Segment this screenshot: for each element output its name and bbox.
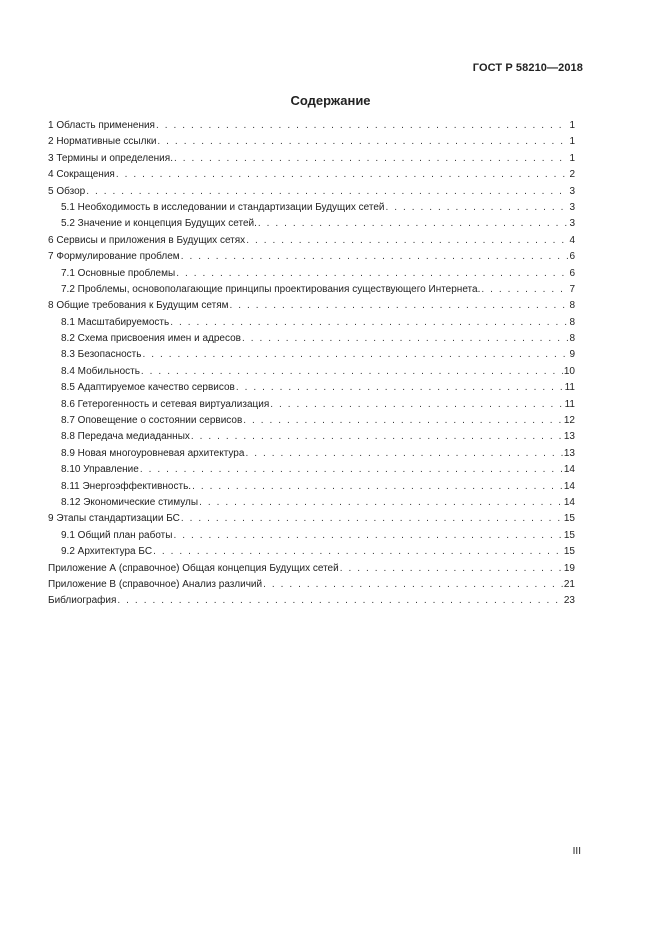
toc-entry-label: 5 Обзор <box>48 185 86 197</box>
dot-leader <box>258 216 569 232</box>
toc-entry-label: 1 Область применения <box>48 120 155 131</box>
dot-leader <box>174 151 568 167</box>
toc-entry-page: 15 <box>563 513 575 525</box>
dot-leader <box>481 282 568 298</box>
toc-entry-page: 21 <box>563 578 575 590</box>
toc-entry[interactable] <box>48 397 575 413</box>
toc-entry-page: 13 <box>563 431 575 443</box>
dot-leader <box>340 561 563 577</box>
toc-entry[interactable] <box>48 315 575 331</box>
dot-leader <box>176 266 568 282</box>
toc-entry-label: 8.3 Безопасность <box>61 349 142 361</box>
dot-leader <box>192 479 563 495</box>
toc-entry-page: 1 <box>569 120 575 131</box>
dot-leader <box>243 413 563 429</box>
toc-entry-page: 15 <box>563 546 575 558</box>
toc-entry-page: 2 <box>569 169 575 181</box>
toc-entry-label: 8.2 Схема присвоения имен и адресов <box>61 333 241 345</box>
toc-entry-label: 9.2 Архитектура БС <box>61 546 153 558</box>
dot-leader <box>230 298 569 314</box>
dot-leader <box>270 397 563 413</box>
toc-entry-page: 12 <box>563 415 575 427</box>
toc-entry[interactable] <box>48 233 575 249</box>
toc-entry-page: 3 <box>569 201 575 213</box>
toc-entry-label: 2 Нормативные ссылки <box>48 136 157 148</box>
toc-entry[interactable] <box>48 200 575 216</box>
toc-entry-page: 1 <box>569 136 575 148</box>
toc-entry-page: 9 <box>569 349 575 361</box>
toc-entry-label: 6 Сервисы и приложения в Будущих сетях <box>48 234 246 246</box>
toc-entry[interactable] <box>48 380 575 396</box>
toc-entry-page: 6 <box>569 251 575 263</box>
dot-leader <box>141 364 563 380</box>
toc-entry-page: 8 <box>569 316 575 328</box>
toc-entry-label: 8.4 Мобильность <box>61 365 140 377</box>
toc-entry[interactable] <box>48 413 575 429</box>
table-of-contents <box>48 118 575 610</box>
toc-entry-label: Приложение А (справочное) Общая концепция Будущих сетей <box>48 562 339 574</box>
toc-entry[interactable] <box>48 118 575 134</box>
toc-entry-label: 3 Термины и определения. <box>48 152 173 164</box>
toc-entry-label: 8.9 Новая многоуровневая архитектура <box>61 447 245 459</box>
toc-entry-label: 9 Этапы стандартизации БС <box>48 513 180 525</box>
toc-entry[interactable] <box>48 446 575 462</box>
dot-leader <box>246 233 568 249</box>
toc-entry-label: 7.2 Проблемы, основополагающие принципы проектирования существующего Интернета. <box>61 283 481 295</box>
toc-entry-page: 4 <box>569 234 575 246</box>
dot-leader <box>181 249 569 265</box>
toc-title: Содержание <box>290 93 371 108</box>
toc-entry-label: 8.6 Гетерогенность и сетевая виртуализация <box>61 398 270 410</box>
document-code: ГОСТ Р 58210—2018 <box>472 62 583 74</box>
toc-entry[interactable] <box>48 331 575 347</box>
toc-entry-page: 11 <box>564 382 575 394</box>
toc-entry[interactable] <box>48 429 575 445</box>
dot-leader <box>86 184 568 200</box>
toc-entry[interactable] <box>48 528 575 544</box>
toc-entry[interactable] <box>48 544 575 560</box>
dot-leader <box>242 331 568 347</box>
toc-entry[interactable] <box>48 298 575 314</box>
toc-entry-page: 6 <box>569 267 575 279</box>
dot-leader <box>117 593 562 609</box>
toc-entry[interactable] <box>48 577 575 593</box>
toc-entry[interactable] <box>48 216 575 232</box>
toc-entry-page: 14 <box>563 464 575 476</box>
dot-leader <box>153 544 563 560</box>
toc-entry-page: 1 <box>569 152 575 164</box>
toc-entry[interactable] <box>48 561 575 577</box>
dot-leader <box>173 528 562 544</box>
toc-entry[interactable] <box>48 364 575 380</box>
toc-entry-label: 8 Общие требования к Будущим сетям <box>48 300 229 312</box>
toc-entry-page: 14 <box>563 496 575 508</box>
dot-leader <box>386 200 569 216</box>
toc-entry-page: 3 <box>569 218 575 230</box>
toc-entry-label: 4 Сокращения <box>48 169 115 181</box>
toc-entry[interactable] <box>48 134 575 150</box>
toc-entry[interactable] <box>48 282 575 298</box>
toc-entry[interactable] <box>48 593 575 609</box>
dot-leader <box>157 134 568 150</box>
toc-entry[interactable] <box>48 151 575 167</box>
toc-entry-label: 7.1 Основные проблемы <box>61 267 176 279</box>
toc-entry-label: 5.2 Значение и концепция Будущих сетей. <box>61 218 257 230</box>
dot-leader <box>181 511 563 527</box>
dot-leader <box>140 462 563 478</box>
dot-leader <box>199 495 563 511</box>
dot-leader <box>236 380 564 396</box>
toc-entry-label: 8.8 Передача медиаданных <box>61 431 190 443</box>
toc-entry-page: 10 <box>563 365 575 377</box>
toc-entry-page: 8 <box>569 300 575 312</box>
toc-entry[interactable] <box>48 167 575 183</box>
toc-entry[interactable] <box>48 347 575 363</box>
toc-entry-page: 23 <box>563 595 575 607</box>
toc-entry-label: 8.10 Управление <box>61 464 139 476</box>
toc-entry-label: 5.1 Необходимость в исследовании и стандартизации Будущих сетей <box>61 201 385 213</box>
toc-entry[interactable] <box>48 184 575 200</box>
dot-leader <box>142 347 568 363</box>
toc-entry[interactable] <box>48 511 575 527</box>
toc-entry-page: 13 <box>563 447 575 459</box>
toc-entry[interactable] <box>48 249 575 265</box>
toc-entry-label: 9.1 Общий план работы <box>61 529 173 541</box>
toc-entry-page: 7 <box>569 283 575 295</box>
toc-entry-page: 14 <box>563 480 575 492</box>
toc-entry-page: 19 <box>563 562 575 574</box>
toc-entry-page: 15 <box>563 529 575 541</box>
toc-entry[interactable] <box>48 462 575 478</box>
toc-entry-label: 8.11 Энергоэффективность. <box>61 480 192 492</box>
dot-leader <box>245 446 562 462</box>
toc-entry-label: 8.5 Адаптируемое качество сервисов <box>61 382 235 394</box>
toc-entry-label: 8.12 Экономические стимулы <box>61 496 199 508</box>
dot-leader <box>116 167 569 183</box>
toc-entry-label: Приложение В (справочное) Анализ различий <box>48 578 263 590</box>
toc-entry-page: 8 <box>569 333 575 345</box>
toc-entry-label: 8.1 Масштабируемость <box>61 316 170 328</box>
dot-leader <box>191 429 563 445</box>
toc-entry[interactable] <box>48 495 575 511</box>
toc-entry[interactable] <box>48 479 575 495</box>
toc-entry-page: 3 <box>569 185 575 197</box>
toc-entry-label: 7 Формулирование проблем <box>48 251 180 263</box>
dot-leader <box>170 315 568 331</box>
toc-entry[interactable] <box>48 266 575 282</box>
dot-leader <box>156 118 568 134</box>
toc-entry-label: Библиография <box>48 595 117 607</box>
page-number: III <box>572 846 581 857</box>
toc-entry-label: 8.7 Оповещение о состоянии сервисов <box>61 415 243 427</box>
dot-leader <box>263 577 563 593</box>
toc-entry-page: 11 <box>564 398 575 410</box>
